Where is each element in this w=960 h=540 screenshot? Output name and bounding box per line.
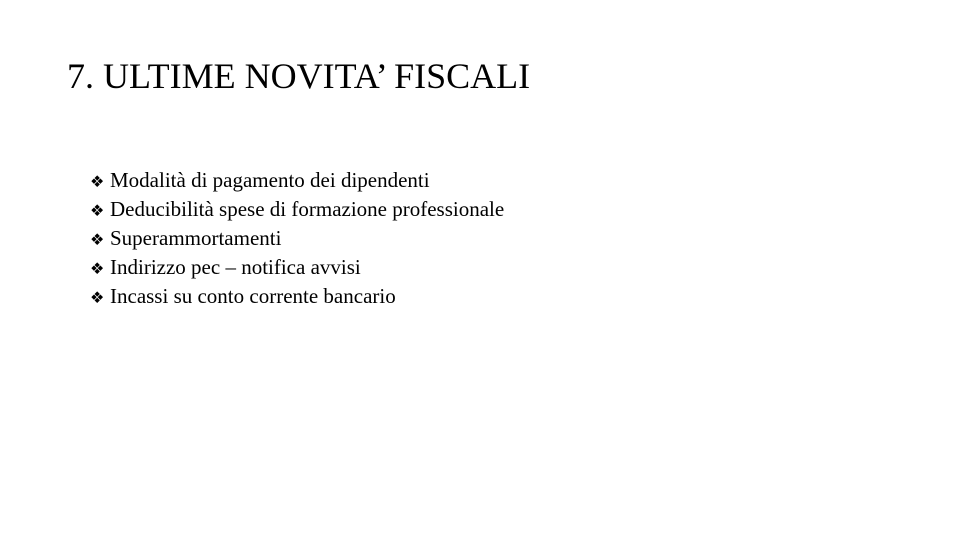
diamond-bullet-icon: ❖ [90,230,105,249]
diamond-bullet-icon: ❖ [90,172,105,191]
diamond-bullet-icon: ❖ [90,201,105,220]
list-item-label: Incassi su conto corrente bancario [110,284,396,308]
list-item [90,253,504,282]
list-item [90,282,504,311]
list-item [90,166,504,195]
diamond-bullet-icon: ❖ [90,288,105,307]
list-item-label: Deducibilità spese di formazione professionale [110,197,505,221]
bullet-list [90,166,504,311]
list-item-label: Superammortamenti [110,226,282,250]
diamond-bullet-icon: ❖ [90,259,105,278]
list-item [90,195,504,224]
list-item-label: Indirizzo pec – notifica avvisi [110,255,361,279]
list-item-label: Modalità di pagamento dei dipendenti [110,168,430,192]
slide-title: 7. ULTIME NOVITA’ FISCALI [67,56,531,96]
list-item [90,224,504,253]
